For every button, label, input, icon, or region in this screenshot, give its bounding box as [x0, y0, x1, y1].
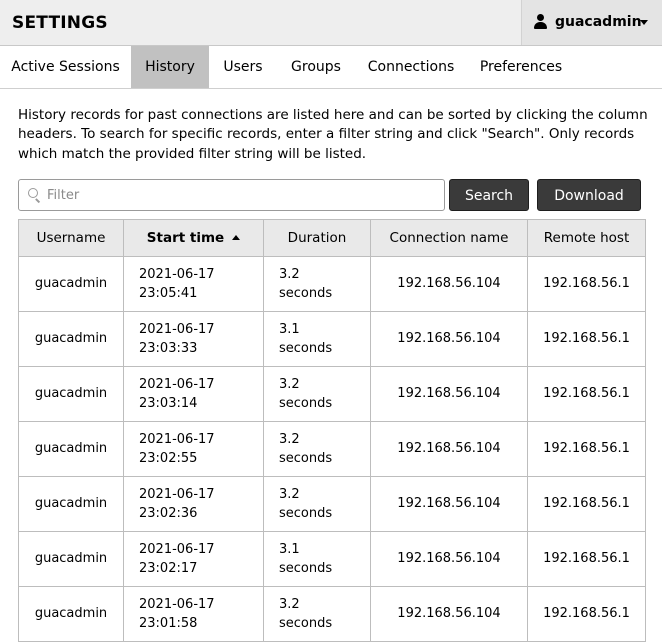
duration-value-text: 3.2 — [279, 486, 300, 502]
username-text: guacadmin — [34, 496, 108, 512]
filter-box[interactable] — [18, 179, 445, 211]
table-row — [19, 367, 646, 422]
duration-unit-text: seconds — [279, 396, 333, 411]
start-time-text: 23:05:41 — [139, 286, 198, 301]
sort-ascending-icon — [232, 235, 240, 240]
start-time-text: 23:03:14 — [139, 396, 198, 411]
connection-name-text: 192.168.56.104 — [397, 276, 501, 292]
cell-connection-name — [371, 477, 528, 532]
cell-username — [19, 257, 124, 312]
table-header-row — [19, 220, 646, 257]
cell-start-time — [124, 312, 264, 367]
duration-unit-text: seconds — [279, 341, 333, 356]
cell-duration — [264, 312, 371, 367]
username-text: guacadmin — [34, 441, 108, 457]
remote-host-text: 192.168.56.1 — [543, 441, 630, 457]
cell-remote-host — [528, 587, 646, 642]
cell-duration — [264, 532, 371, 587]
cell-username — [19, 532, 124, 587]
tab-active-sessions[interactable]: Active Sessions — [11, 59, 120, 75]
start-date-text: 2021-06-17 — [139, 541, 215, 557]
column-header-label: Start time — [146, 230, 225, 246]
cell-duration — [264, 367, 371, 422]
cell-remote-host — [528, 367, 646, 422]
user-icon — [534, 14, 546, 30]
column-header-label: Connection name — [389, 230, 509, 246]
username-text: guacadmin — [34, 386, 108, 402]
column-header-label: Duration — [287, 230, 347, 246]
column-header-username[interactable] — [19, 220, 124, 257]
cell-username — [19, 367, 124, 422]
tab-preferences[interactable]: Preferences — [479, 59, 563, 75]
app-header — [0, 0, 662, 46]
remote-host-text: 192.168.56.1 — [543, 606, 630, 622]
connection-name-text: 192.168.56.104 — [397, 441, 501, 457]
start-date-text: 2021-06-17 — [139, 376, 215, 392]
tab-connections[interactable]: Connections — [367, 59, 455, 75]
cell-remote-host — [528, 477, 646, 532]
connection-name-text: 192.168.56.104 — [397, 386, 501, 402]
start-time-text: 23:01:58 — [139, 616, 198, 631]
cell-remote-host — [528, 257, 646, 312]
duration-unit-text: seconds — [279, 506, 333, 521]
duration-unit-text: seconds — [279, 286, 333, 301]
connection-name-text: 192.168.56.104 — [397, 496, 501, 512]
cell-remote-host — [528, 422, 646, 477]
filter-input[interactable] — [47, 184, 437, 206]
connection-name-text: 192.168.56.104 — [397, 551, 501, 567]
duration-unit-text: seconds — [279, 616, 333, 631]
column-header-start-time[interactable] — [124, 220, 264, 257]
history-rows — [19, 257, 646, 642]
start-date-text: 2021-06-17 — [139, 321, 215, 337]
table-row — [19, 312, 646, 367]
history-description: History records for past connections are listed here and can be sorted by clicking the column headers. To search for specific records, enter a filter string and click "Search". Only records which match the provided filter string will be listed. — [18, 107, 648, 162]
cell-connection-name — [371, 367, 528, 422]
column-header-label: Username — [36, 230, 106, 246]
connection-name-text: 192.168.56.104 — [397, 331, 501, 347]
cell-start-time — [124, 422, 264, 477]
username-text: guacadmin — [34, 331, 108, 347]
column-header-duration[interactable] — [264, 220, 371, 257]
cell-remote-host — [528, 532, 646, 587]
start-time-text: 23:03:33 — [139, 341, 198, 356]
connection-name-text: 192.168.56.104 — [397, 606, 501, 622]
cell-remote-host — [528, 312, 646, 367]
search-button[interactable]: Search — [449, 179, 529, 211]
remote-host-text: 192.168.56.1 — [543, 276, 630, 292]
table-row — [19, 422, 646, 477]
cell-connection-name — [371, 312, 528, 367]
duration-value-text: 3.1 — [279, 321, 300, 337]
start-date-text: 2021-06-17 — [139, 486, 215, 502]
duration-value-text: 3.2 — [279, 431, 300, 447]
column-header-remote-host[interactable] — [528, 220, 646, 257]
settings-tabs — [0, 46, 662, 89]
cell-start-time — [124, 477, 264, 532]
cell-duration — [264, 257, 371, 312]
download-button[interactable]: Download — [537, 179, 641, 211]
duration-value-text: 3.2 — [279, 596, 300, 612]
table-row — [19, 477, 646, 532]
start-time-text: 23:02:36 — [139, 506, 198, 521]
remote-host-text: 192.168.56.1 — [543, 331, 630, 347]
cell-start-time — [124, 587, 264, 642]
cell-username — [19, 422, 124, 477]
user-menu-button[interactable] — [521, 0, 662, 45]
column-header-connection-name[interactable] — [371, 220, 528, 257]
remote-host-text: 192.168.56.1 — [543, 496, 630, 512]
start-time-text: 23:02:55 — [139, 451, 198, 466]
column-header-label: Remote host — [543, 230, 630, 246]
tab-history[interactable]: History — [131, 46, 209, 88]
cell-username — [19, 587, 124, 642]
duration-value-text: 3.2 — [279, 266, 300, 282]
start-date-text: 2021-06-17 — [139, 431, 215, 447]
duration-value-text: 3.1 — [279, 541, 300, 557]
tab-groups[interactable]: Groups — [291, 59, 341, 75]
start-time-text: 23:02:17 — [139, 561, 198, 576]
cell-connection-name — [371, 587, 528, 642]
remote-host-text: 192.168.56.1 — [543, 386, 630, 402]
table-row — [19, 257, 646, 312]
username-text: guacadmin — [34, 606, 108, 622]
user-name: guacadmin — [555, 14, 642, 30]
table-row — [19, 587, 646, 642]
cell-connection-name — [371, 532, 528, 587]
duration-unit-text: seconds — [279, 451, 333, 466]
username-text: guacadmin — [34, 276, 108, 292]
remote-host-text: 192.168.56.1 — [543, 551, 630, 567]
cell-start-time — [124, 532, 264, 587]
table-row — [19, 532, 646, 587]
duration-unit-text: seconds — [279, 561, 333, 576]
cell-duration — [264, 477, 371, 532]
cell-start-time — [124, 367, 264, 422]
username-text: guacadmin — [34, 551, 108, 567]
cell-duration — [264, 587, 371, 642]
cell-username — [19, 312, 124, 367]
duration-value-text: 3.2 — [279, 376, 300, 392]
search-icon — [28, 188, 42, 202]
cell-username — [19, 477, 124, 532]
page-title: SETTINGS — [12, 13, 108, 33]
caret-down-icon — [640, 20, 648, 25]
cell-connection-name — [371, 422, 528, 477]
history-table — [18, 219, 646, 642]
cell-connection-name — [371, 257, 528, 312]
start-date-text: 2021-06-17 — [139, 266, 215, 282]
cell-start-time — [124, 257, 264, 312]
tab-users[interactable]: Users — [223, 59, 263, 75]
start-date-text: 2021-06-17 — [139, 596, 215, 612]
cell-duration — [264, 422, 371, 477]
